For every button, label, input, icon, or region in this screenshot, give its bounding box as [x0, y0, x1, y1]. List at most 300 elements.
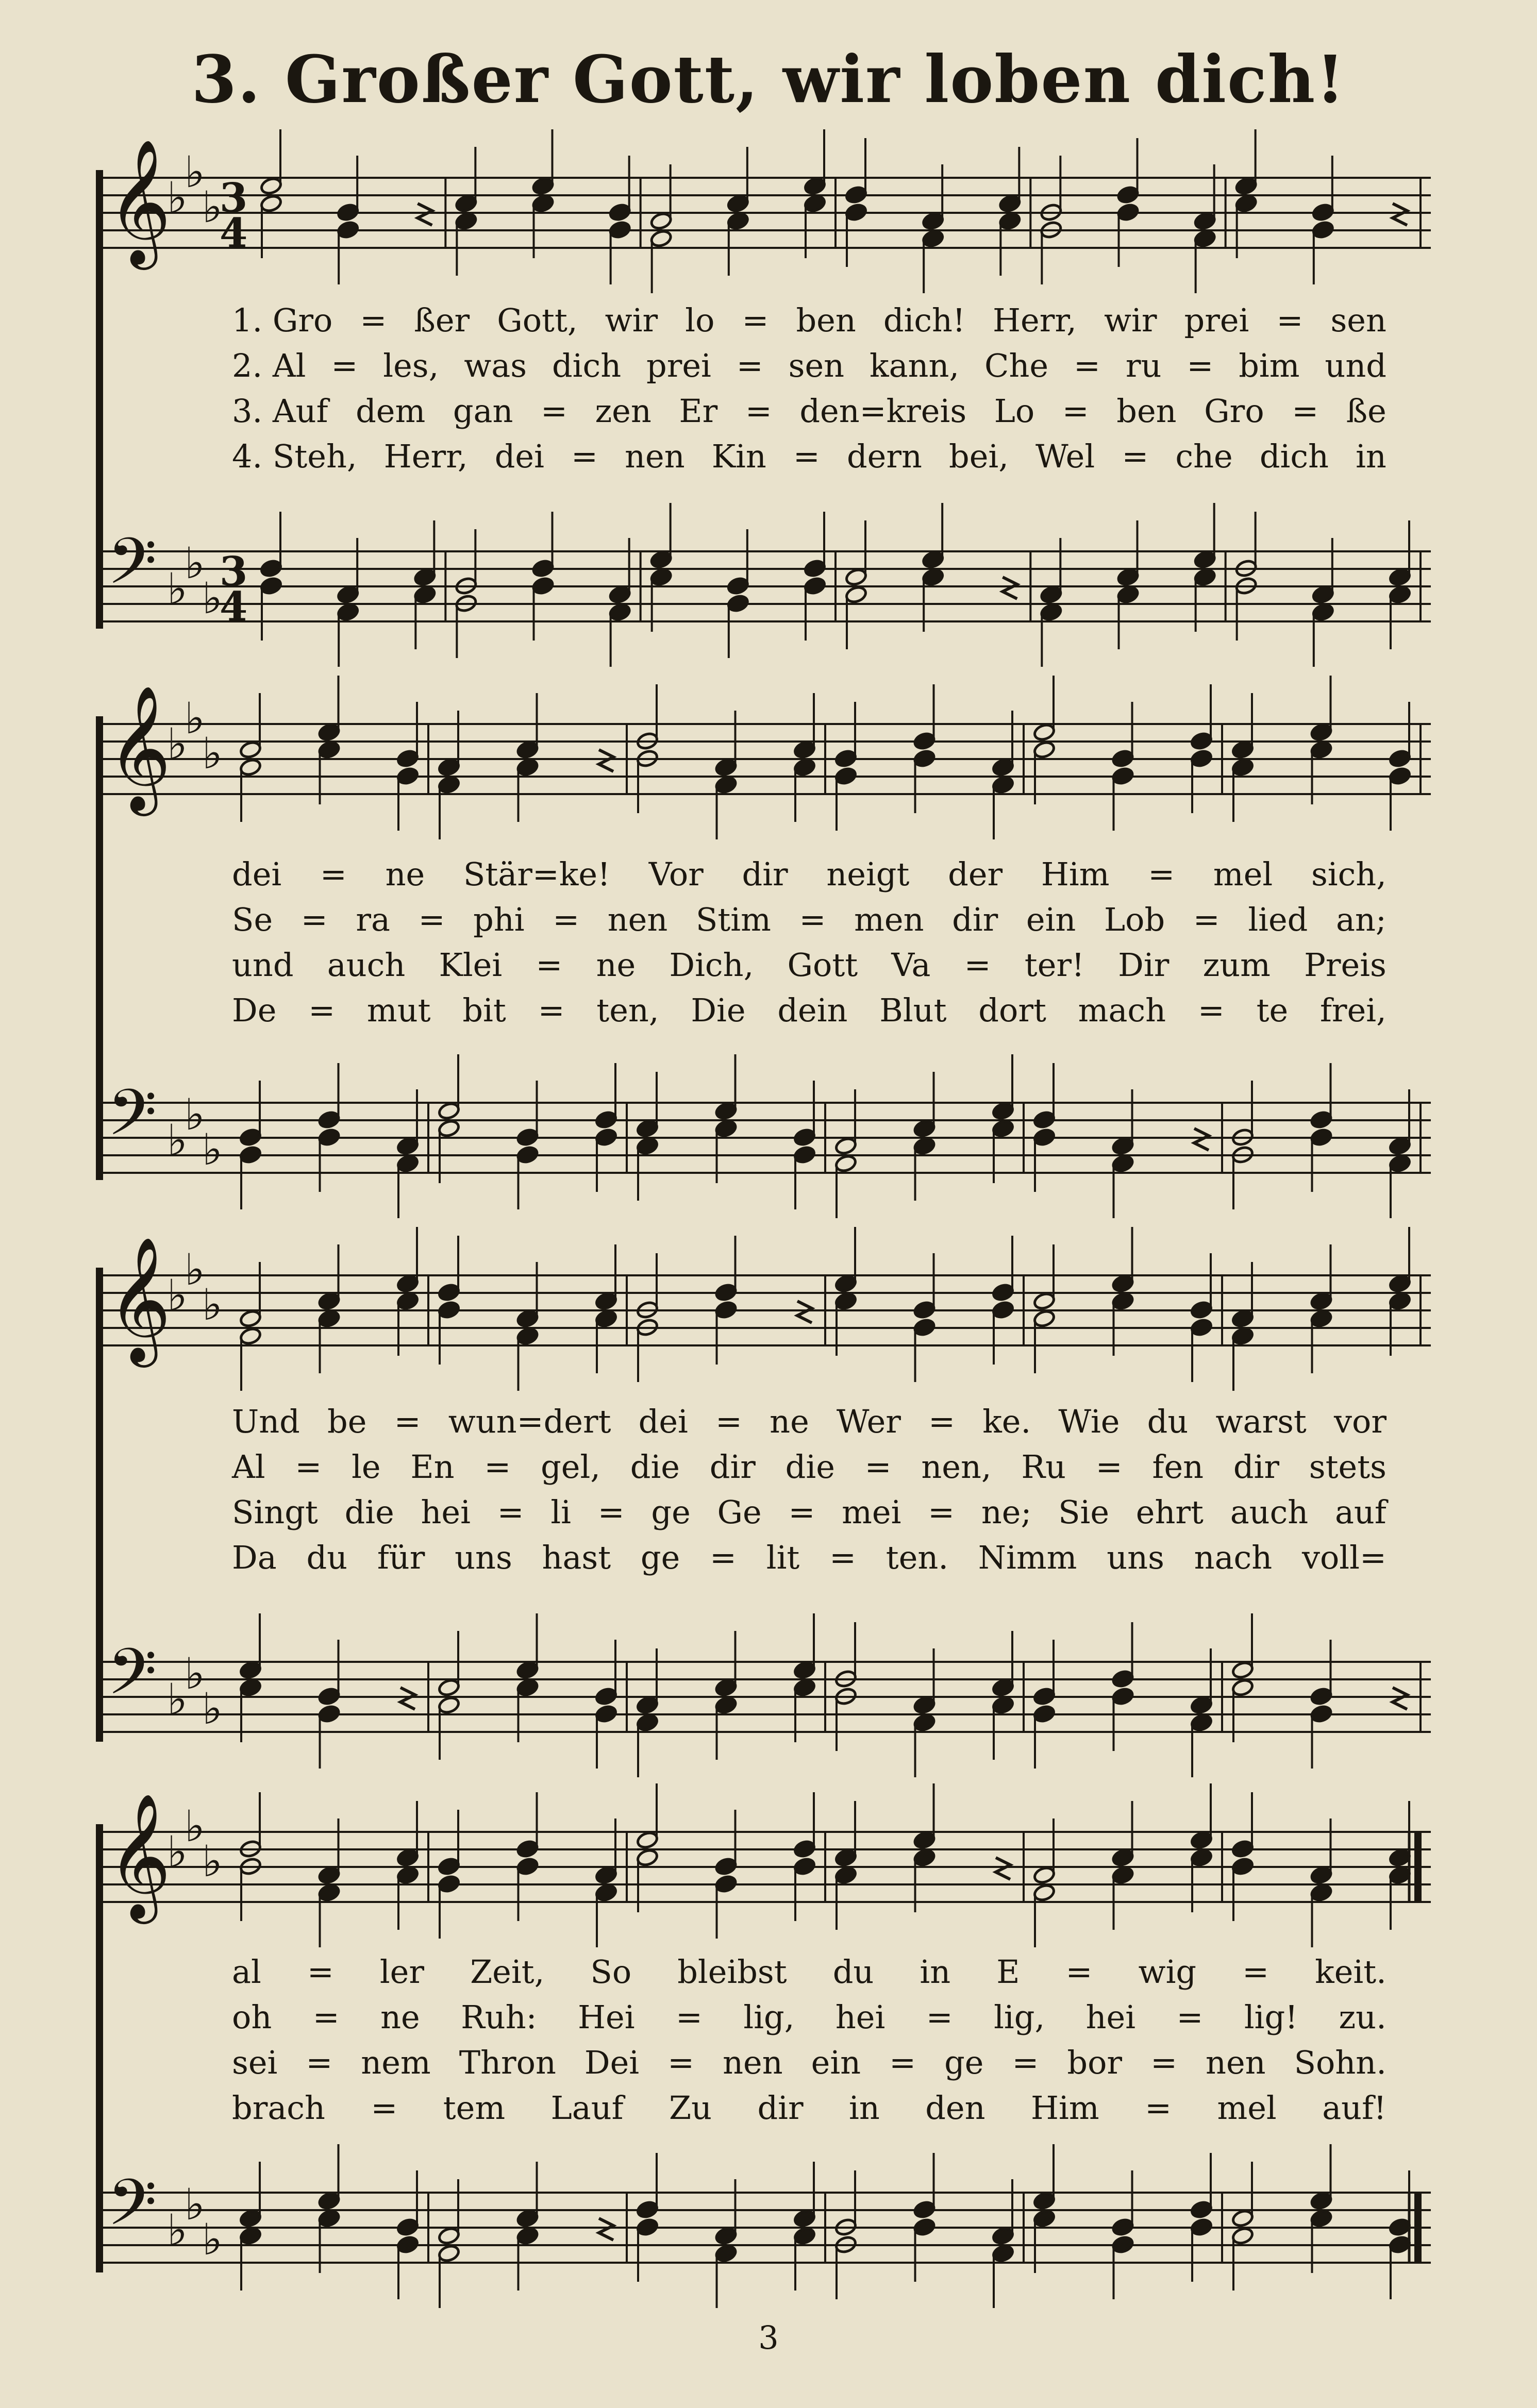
- lyric-syllable: Er: [679, 392, 718, 430]
- lyric-syllable: bim: [1239, 347, 1300, 384]
- quarter-note-icon: [714, 1300, 738, 1319]
- quarter-note-icon: [913, 731, 936, 750]
- lyric-line: [232, 946, 1386, 987]
- quarter-note-icon: [608, 585, 631, 604]
- quarter-note-icon: [834, 1848, 858, 1867]
- quarter-note-icon: [1231, 1326, 1255, 1345]
- lyric-line: [232, 855, 1386, 897]
- quarter-note-icon: [714, 1695, 738, 1714]
- lyric-syllable: frei,: [1319, 991, 1386, 1029]
- quarter-note-icon: [239, 1660, 262, 1679]
- quarter-note-icon: [438, 757, 461, 777]
- treble-staff: [101, 138, 1431, 264]
- lyric-syllable: dir: [757, 2089, 804, 2127]
- quarter-note-icon: [793, 2209, 816, 2228]
- lyric-syllable: Che: [984, 347, 1049, 384]
- quarter-note-icon: [396, 749, 420, 768]
- lyric-syllable: =: [926, 1998, 953, 2036]
- lyric-syllable: hast: [542, 1539, 611, 1576]
- lyric-syllable: sei: [232, 2044, 278, 2081]
- lyric-syllable: vor: [1333, 1403, 1386, 1440]
- lyric-syllable: zen: [595, 392, 651, 430]
- lyric-syllable: brach: [232, 2089, 325, 2127]
- flat-icon: ♭: [202, 1836, 223, 1887]
- lyric-syllable: ge: [640, 1539, 680, 1576]
- lyric-syllable: Lob: [1104, 901, 1165, 938]
- quarter-note-icon: [804, 576, 827, 595]
- quarter-note-icon: [1111, 1291, 1134, 1310]
- quarter-note-icon: [992, 1695, 1015, 1714]
- quarter-note-icon: [516, 1326, 539, 1345]
- quarter-note-icon: [516, 740, 539, 759]
- lyric-syllable: Zeit,: [470, 1953, 545, 1991]
- lyric-syllable: =: [799, 901, 826, 938]
- half-note-icon: [1033, 1865, 1056, 1884]
- quarter-note-icon: [793, 757, 816, 777]
- lyric-syllable: ben: [796, 301, 856, 339]
- lyric-syllable: ten,: [596, 991, 659, 1029]
- half-note-icon: [438, 1695, 461, 1714]
- lyric-syllable: die: [344, 1493, 394, 1531]
- lyric-syllable: oh: [232, 1998, 272, 2036]
- lyric-syllable: ten.: [886, 1539, 949, 1576]
- bass-staff: [101, 2166, 1431, 2265]
- quarter-note-icon: [834, 749, 858, 768]
- quarter-note-icon: [1312, 602, 1335, 621]
- quarter-note-icon: [804, 194, 827, 213]
- quarter-note-icon: [1111, 749, 1134, 768]
- quarter-rest-icon: [599, 750, 613, 771]
- quarter-note-icon: [1193, 550, 1216, 569]
- lyric-syllable: mel: [1213, 855, 1273, 893]
- lyric-syllable: =: [308, 991, 336, 1029]
- quarter-note-icon: [1111, 1669, 1134, 1688]
- quarter-note-icon: [922, 229, 945, 248]
- half-note-icon: [438, 2226, 461, 2245]
- quarter-note-icon: [1310, 1291, 1333, 1310]
- lyric-syllable: wig: [1138, 1953, 1197, 1991]
- lyric-syllable: bleibst: [677, 1953, 787, 1991]
- quarter-note-icon: [239, 2226, 262, 2245]
- quarter-note-icon: [318, 1687, 341, 1706]
- quarter-note-icon: [913, 1848, 936, 1867]
- quarter-note-icon: [516, 1309, 539, 1328]
- quarter-note-icon: [1111, 1136, 1134, 1155]
- half-note-icon: [1231, 2226, 1255, 2245]
- half-note-icon: [239, 757, 262, 777]
- lyric-syllable: in: [920, 1953, 951, 1991]
- quarter-note-icon: [455, 211, 478, 230]
- quarter-note-icon: [1231, 1309, 1255, 1328]
- lyric-syllable: men: [854, 901, 924, 938]
- quarter-note-icon: [595, 1127, 618, 1147]
- lyric-syllable: wun=dert: [448, 1403, 611, 1440]
- lyric-syllable: neigt: [826, 855, 910, 893]
- lyric-syllable: =: [1122, 437, 1149, 475]
- quarter-note-icon: [998, 211, 1022, 230]
- quarter-note-icon: [516, 1839, 539, 1858]
- quarter-note-icon: [516, 1678, 539, 1697]
- quarter-rest-icon: [599, 2218, 613, 2240]
- lyric-syllable: mei: [842, 1493, 901, 1531]
- lyric-syllable: lig,: [994, 1998, 1045, 2036]
- hymn-title: [0, 41, 1537, 117]
- flat-icon: ♭: [167, 719, 188, 769]
- bass-staff: [101, 525, 1431, 630]
- lyric-syllable: =: [928, 1493, 955, 1531]
- lyric-syllable: gel,: [541, 1448, 600, 1486]
- half-note-icon: [438, 1678, 461, 1697]
- lyric-syllable: tem: [443, 2089, 506, 2127]
- lyric-syllable: auch: [327, 946, 406, 984]
- flat-icon: ♭: [185, 538, 205, 588]
- bass-staff: [101, 1635, 1431, 1734]
- lyric-syllable: Sie: [1058, 1493, 1110, 1531]
- quarter-note-icon: [337, 602, 360, 621]
- lyric-syllable: =: [571, 437, 598, 475]
- flat-icon: ♭: [167, 1827, 188, 1877]
- quarter-rest-icon: [417, 204, 432, 225]
- lyric-syllable: zu.: [1339, 1998, 1386, 2036]
- quarter-note-icon: [1033, 1127, 1056, 1147]
- lyric-syllable: =: [788, 1493, 815, 1531]
- lyric-syllable: nen,: [921, 1448, 992, 1486]
- quarter-note-icon: [1389, 567, 1412, 586]
- quarter-rest-icon: [996, 1858, 1010, 1879]
- lyric-syllable: den=kreis: [799, 392, 967, 430]
- lyric-syllable: =: [736, 347, 763, 384]
- quarter-note-icon: [396, 1154, 420, 1173]
- half-note-icon: [239, 740, 262, 759]
- lyric-syllable: stets: [1309, 1448, 1386, 1486]
- quarter-note-icon: [239, 1678, 262, 1697]
- lyric-syllable: Sohn.: [1294, 2044, 1386, 2081]
- lyric-syllable: les,: [383, 347, 439, 384]
- quarter-note-icon: [1111, 1848, 1134, 1867]
- lyric-syllable: dem: [356, 392, 426, 430]
- quarter-note-icon: [318, 1309, 341, 1328]
- quarter-note-icon: [834, 1274, 858, 1293]
- quarter-note-icon: [455, 194, 478, 213]
- quarter-note-icon: [1310, 2191, 1333, 2210]
- lyric-syllable: der: [948, 855, 1003, 893]
- lyric-syllable: dir: [742, 855, 788, 893]
- quarter-rest-icon: [400, 1688, 415, 1709]
- lyric-syllable: du: [832, 1953, 874, 1991]
- lyric-syllable: =: [394, 1403, 421, 1440]
- lyric-syllable: in: [849, 2089, 880, 2127]
- lyric-syllable: Gott,: [497, 301, 578, 339]
- lyric-syllable: =: [1095, 1448, 1123, 1486]
- quarter-note-icon: [913, 1136, 936, 1155]
- lyric-syllable: kann,: [870, 347, 960, 384]
- flat-icon: ♭: [185, 1801, 205, 1851]
- lyric-syllable: und: [1325, 347, 1386, 384]
- quarter-note-icon: [516, 1145, 539, 1164]
- lyric-syllable: =: [597, 1493, 625, 1531]
- quarter-note-icon: [913, 1119, 936, 1138]
- lyric-syllable: dern: [846, 437, 922, 475]
- lyric-syllable: 4. Steh,: [232, 437, 357, 475]
- quarter-note-icon: [516, 757, 539, 777]
- quarter-note-icon: [1033, 1687, 1056, 1706]
- lyric-syllable: Hei: [577, 1998, 635, 2036]
- lyric-syllable: =: [1187, 347, 1214, 384]
- quarter-note-icon: [793, 2226, 816, 2245]
- lyric-syllable: ke.: [982, 1403, 1031, 1440]
- lyric-syllable: al: [232, 1953, 261, 1991]
- lyric-syllable: was: [464, 347, 527, 384]
- quarter-note-icon: [1231, 1839, 1255, 1858]
- quarter-note-icon: [1312, 220, 1335, 239]
- flat-icon: ♭: [185, 1648, 205, 1699]
- lyric-syllable: bei,: [949, 437, 1009, 475]
- quarter-rest-icon: [797, 1301, 812, 1323]
- lyric-syllable: Lauf: [550, 2089, 624, 2127]
- lyric-line: [232, 301, 1386, 343]
- lyric-line: [232, 1539, 1386, 1580]
- quarter-note-icon: [318, 1110, 341, 1129]
- quarter-note-icon: [516, 2226, 539, 2245]
- lyric-line: [232, 2089, 1386, 2130]
- quarter-note-icon: [922, 211, 945, 230]
- lyric-syllable: mut: [366, 991, 431, 1029]
- quarter-note-icon: [992, 1678, 1015, 1697]
- final-barline-thick: [1414, 1832, 1422, 1902]
- flat-icon: ♭: [202, 1279, 223, 1330]
- quarter-note-icon: [1111, 2235, 1134, 2254]
- quarter-note-icon: [793, 1839, 816, 1858]
- flat-icon: ♭: [185, 1089, 205, 1140]
- quarter-note-icon: [1190, 2200, 1213, 2219]
- lyric-syllable: Se: [232, 901, 273, 938]
- lyric-line: [232, 347, 1386, 388]
- lyric-syllable: sich,: [1311, 855, 1386, 893]
- lyric-syllable: Gro: [1204, 392, 1264, 430]
- lyric-syllable: =: [793, 437, 820, 475]
- quarter-note-icon: [1193, 211, 1216, 230]
- quarter-note-icon: [239, 2209, 262, 2228]
- lyric-syllable: uns: [455, 1539, 512, 1576]
- lyric-syllable: =: [536, 946, 563, 984]
- lyric-syllable: =: [1062, 392, 1089, 430]
- lyric-syllable: =: [497, 1493, 524, 1531]
- quarter-note-icon: [1116, 203, 1140, 222]
- lyric-syllable: Him: [1030, 2089, 1099, 2127]
- lyric-syllable: =: [538, 991, 565, 1029]
- quarter-note-icon: [793, 1857, 816, 1876]
- bass-clef-icon: 𝄢: [107, 1635, 157, 1725]
- quarter-note-icon: [396, 1848, 420, 1867]
- flat-icon: ♭: [202, 182, 223, 232]
- lyric-syllable: =: [295, 1448, 322, 1486]
- lyric-syllable: hei: [835, 1998, 886, 2036]
- quarter-note-icon: [1310, 1883, 1333, 1902]
- quarter-rest-icon: [1393, 204, 1407, 225]
- lyric-syllable: =: [1148, 855, 1175, 893]
- half-note-icon: [1033, 722, 1056, 742]
- quarter-note-icon: [516, 1660, 539, 1679]
- quarter-note-icon: [438, 1857, 461, 1876]
- lyric-syllable: ter!: [1024, 946, 1084, 984]
- lyric-syllable: =: [418, 901, 445, 938]
- lyric-syllable: =: [1292, 392, 1319, 430]
- quarter-note-icon: [793, 1660, 816, 1679]
- quarter-note-icon: [1310, 1127, 1333, 1147]
- quarter-note-icon: [992, 775, 1015, 794]
- half-note-icon: [260, 194, 283, 213]
- quarter-note-icon: [1040, 602, 1063, 621]
- quarter-note-icon: [636, 1713, 659, 1732]
- quarter-note-icon: [1116, 585, 1140, 604]
- quarter-note-icon: [1310, 1687, 1333, 1706]
- lyric-syllable: dir: [1233, 1448, 1280, 1486]
- lyric-syllable: ne: [596, 946, 636, 984]
- quarter-note-icon: [714, 1101, 738, 1120]
- lyric-syllable: fen: [1152, 1448, 1204, 1486]
- quarter-note-icon: [318, 2191, 341, 2210]
- quarter-note-icon: [595, 1291, 618, 1310]
- quarter-note-icon: [992, 1101, 1015, 1120]
- lyric-syllable: dich!: [883, 301, 965, 339]
- lyric-syllable: =: [1145, 2089, 1172, 2127]
- quarter-note-icon: [1111, 1865, 1134, 1884]
- lyric-syllable: dei: [638, 1403, 688, 1440]
- quarter-note-icon: [1389, 1291, 1412, 1310]
- quarter-note-icon: [1033, 2191, 1056, 2210]
- lyric-syllable: Die: [691, 991, 746, 1029]
- lyric-syllable: Und: [232, 1403, 300, 1440]
- half-note-icon: [1231, 1678, 1255, 1697]
- quarter-note-icon: [992, 2226, 1015, 2245]
- half-note-icon: [649, 229, 673, 248]
- lyric-syllable: du: [306, 1539, 348, 1576]
- quarter-note-icon: [1310, 740, 1333, 759]
- lyric-syllable: =: [1012, 2044, 1039, 2081]
- flat-icon: ♭: [202, 728, 223, 779]
- quarter-note-icon: [396, 766, 420, 785]
- quarter-note-icon: [1190, 1713, 1213, 1732]
- quarter-note-icon: [595, 1704, 618, 1723]
- lyric-syllable: =: [1193, 901, 1220, 938]
- quarter-note-icon: [396, 1274, 420, 1293]
- quarter-note-icon: [516, 2209, 539, 2228]
- quarter-note-icon: [1389, 749, 1412, 768]
- quarter-note-icon: [1310, 1865, 1333, 1884]
- quarter-note-icon: [1190, 1318, 1213, 1337]
- lyric-syllable: =: [964, 946, 991, 984]
- lyric-syllable: =: [675, 1998, 703, 2036]
- flat-icon: ♭: [185, 2179, 205, 2230]
- lyric-syllable: Wer: [836, 1403, 901, 1440]
- flat-icon: ♭: [202, 573, 223, 624]
- quarter-note-icon: [636, 2200, 659, 2219]
- lyric-syllable: nem: [361, 2044, 431, 2081]
- lyric-syllable: Herr,: [383, 437, 468, 475]
- quarter-note-icon: [804, 176, 827, 195]
- bass-clef-icon: 𝄢: [107, 2166, 157, 2255]
- quarter-note-icon: [239, 1127, 262, 1147]
- quarter-note-icon: [636, 2217, 659, 2236]
- lyric-syllable: ne: [380, 1998, 420, 2036]
- lyric-syllable: lig,: [743, 1998, 795, 2036]
- half-note-icon: [239, 1309, 262, 1328]
- quarter-note-icon: [714, 1678, 738, 1697]
- lyric-syllable: voll=: [1301, 1539, 1386, 1576]
- bass-clef-icon: 𝄢: [107, 525, 157, 614]
- lyric-syllable: 1. Gro: [232, 301, 333, 339]
- quarter-note-icon: [396, 2217, 420, 2236]
- lyric-syllable: ne: [385, 855, 425, 893]
- quarter-note-icon: [793, 1678, 816, 1697]
- quarter-note-icon: [727, 194, 750, 213]
- bass-staff: [101, 1076, 1431, 1175]
- lyric-syllable: =: [1276, 301, 1304, 339]
- half-note-icon: [1033, 1309, 1056, 1328]
- half-note-icon: [845, 567, 868, 586]
- quarter-note-icon: [714, 2226, 738, 2245]
- quarter-note-icon: [727, 211, 750, 230]
- lyric-syllable: auf!: [1322, 2089, 1386, 2127]
- half-note-icon: [845, 585, 868, 604]
- quarter-note-icon: [714, 775, 738, 794]
- quarter-note-icon: [804, 559, 827, 578]
- lyric-syllable: E: [996, 1953, 1020, 1991]
- lyric-syllable: nen: [625, 437, 685, 475]
- quarter-note-icon: [913, 2217, 936, 2236]
- lyric-syllable: dein: [777, 991, 848, 1029]
- quarter-note-icon: [595, 1883, 618, 1902]
- lyric-syllable: li: [550, 1493, 572, 1531]
- lyric-syllable: Lo: [994, 392, 1035, 430]
- lyric-syllable: keit.: [1315, 1953, 1386, 1991]
- quarter-note-icon: [793, 1127, 816, 1147]
- quarter-note-icon: [1116, 185, 1140, 204]
- quarter-note-icon: [438, 1300, 461, 1319]
- lyric-syllable: du: [1147, 1403, 1189, 1440]
- lyric-syllable: =: [928, 1403, 956, 1440]
- quarter-note-icon: [318, 2209, 341, 2228]
- flat-icon: ♭: [167, 1270, 188, 1321]
- lyric-syllable: Herr,: [992, 301, 1077, 339]
- lyric-syllable: Stim: [695, 901, 771, 938]
- quarter-note-icon: [1312, 585, 1335, 604]
- lyric-syllable: Ge: [717, 1493, 762, 1531]
- lyric-syllable: =: [331, 347, 358, 384]
- quarter-note-icon: [714, 2244, 738, 2263]
- quarter-note-icon: [1033, 1704, 1056, 1723]
- quarter-note-icon: [595, 1309, 618, 1328]
- quarter-note-icon: [438, 775, 461, 794]
- flat-icon: ♭: [167, 173, 188, 223]
- quarter-note-icon: [1190, 1300, 1213, 1319]
- quarter-note-icon: [714, 1283, 738, 1302]
- lyric-syllable: Gott: [787, 946, 858, 984]
- lyric-syllable: =: [307, 1953, 334, 1991]
- lyric-syllable: nen: [607, 901, 668, 938]
- quarter-note-icon: [318, 1291, 341, 1310]
- lyric-syllable: 3. Auf: [232, 392, 328, 430]
- lyric-syllable: Wie: [1058, 1403, 1120, 1440]
- lyric-syllable: ge: [944, 2044, 984, 2081]
- lyric-line: [232, 392, 1386, 433]
- quarter-note-icon: [1310, 2209, 1333, 2228]
- lyric-syllable: wir: [605, 301, 658, 339]
- quarter-note-icon: [595, 1687, 618, 1706]
- quarter-note-icon: [438, 1874, 461, 1893]
- quarter-note-icon: [1190, 2217, 1213, 2236]
- lyric-syllable: auf: [1334, 1493, 1386, 1531]
